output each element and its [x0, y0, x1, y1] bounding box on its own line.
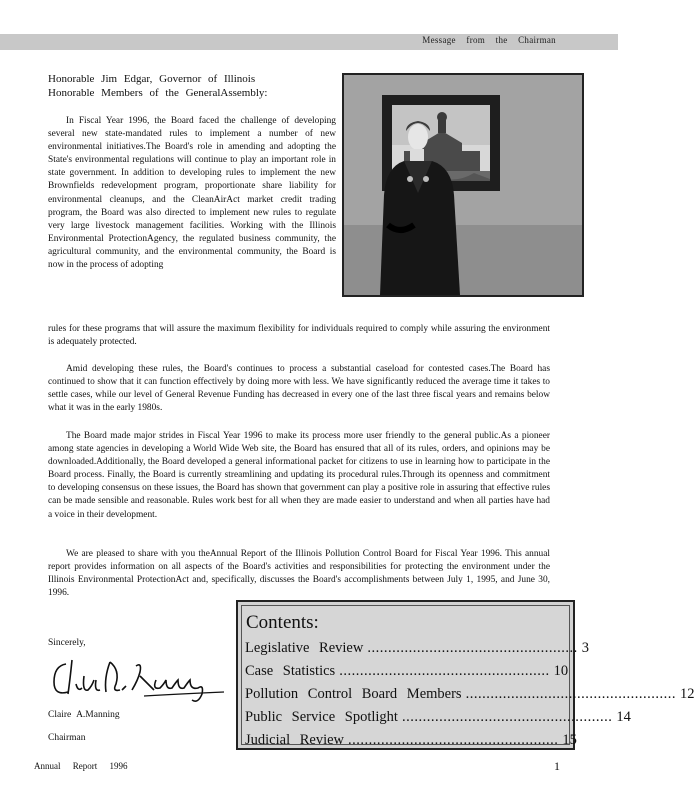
body-paragraph-1-part-2: [48, 323, 550, 349]
toc-item-judicial-review[interactable]: [245, 732, 577, 755]
header-label: Message from the Chairman: [422, 35, 556, 45]
signature-image: [48, 650, 228, 706]
contents-title: Contents:: [246, 612, 319, 633]
paragraph-text: In Fiscal Year 1996, the Board faced the challenge of developing several new state-mandated rules to implement a number of new environmental initiatives.The Board's role in amending and adopting the State's environmental regulations will continue to play an important role in state government. In addition to developing rules to implement the new Brownfields redevelopment program, proportionate share liability for environmental cleanups, and the CleanAirAct market credit trading program, the Board was also directed to implement new rules to regulate very large livestock management facilities. Working with the Illinois Environmental ProtectionAgency, the regulated business community, the agricultural community, and the environmental community, the Board is now in the process of adopting: [48, 116, 336, 271]
toc-leader-dots: ...................................................: [465, 686, 676, 702]
toc-item-page: 10: [553, 663, 569, 679]
toc-item-case-statistics[interactable]: [245, 663, 569, 686]
body-paragraph-1-part-1: [48, 115, 336, 272]
toc-item-board-members[interactable]: [245, 686, 694, 709]
toc-item-page: 3: [581, 640, 589, 656]
sincerely-text: Sincerely,: [48, 638, 86, 648]
toc-item-label: Judicial Review: [245, 732, 345, 748]
toc-item-label: Legislative Review: [245, 640, 364, 656]
header-bar: [0, 34, 618, 50]
paragraph-text: We are pleased to share with you theAnnual Report of the Illinois Pollution Control Board for Fiscal Year 1996. This annual report provides information on all aspects of the Board's activities and responsibilities for protecting the environment under the Illinois Environmental ProtectionAct and, specifically, discusses the Board's accomplishments between July 1, 1995, and June 30, 1996.: [48, 549, 550, 599]
salutation: [48, 72, 338, 100]
salutation-line-governor: Honorable Jim Edgar, Governor of Illinois: [48, 73, 256, 85]
toc-item-page: 14: [616, 709, 631, 725]
paragraph-text: rules for these programs that will assure the maximum flexibility for individuals required to comply while assuring the environment is adequately protected.: [48, 324, 550, 348]
body-paragraph-2: [48, 363, 550, 415]
toc-leader-dots: ...................................................: [367, 640, 578, 656]
toc-item-public-service-spotlight[interactable]: [245, 709, 631, 732]
toc-item-page: 12: [679, 686, 694, 702]
chairman-photo-image: [344, 75, 582, 295]
signer-title: Chairman: [48, 733, 86, 743]
contents-box: [236, 600, 694, 750]
toc-item-legislative-review[interactable]: [245, 640, 589, 663]
chairman-photo: [342, 73, 584, 297]
paragraph-text: The Board made major strides in Fiscal Year 1996 to make its process more user friendly to the general public.As a pioneer among state agencies in developing a World Wide Web site, the Board has ensured that all of its rules, orders, and opinions may be downloaded.Additionally, the Board developed a general informational packet for citizens to use in learning how to participate in the Board process. Finally, the Board is currently streamlining and updating its procedural rules.Through its openness and commitment to developing consensus on these issues, the Board has shown that government can play a positive role in assuring that effective rules can be made sensible and reasonable. Rules work best for all when they are made easier to understand and when all parties have had a voice in their development.: [48, 431, 550, 520]
toc-item-label: Pollution Control Board Members: [245, 686, 462, 702]
toc-leader-dots: ...................................................: [401, 709, 613, 725]
contents-list: [245, 640, 694, 755]
toc-leader-dots: ...................................................: [348, 732, 559, 748]
toc-item-label: Public Service Spotlight: [245, 709, 398, 725]
body-paragraph-4: [48, 548, 550, 600]
toc-item-page: 15: [562, 732, 577, 748]
toc-item-label: Case Statistics: [245, 663, 336, 679]
page-number: 1: [554, 759, 560, 773]
salutation-line-assembly: Honorable Members of the GeneralAssembly:: [48, 87, 268, 99]
toc-leader-dots: ...................................................: [339, 663, 550, 679]
paragraph-text: Amid developing these rules, the Board's continues to process a substantial caseload for contested cases.The Board has continued to show that it can function effectively by doing more with less. We have significantly reduced the average time it takes to settle cases, while our level of General Revenue Funding has decreased in every one of the last three fiscal years and remains below what it was in the early 1980s.: [48, 364, 550, 414]
contents-panel: [241, 605, 694, 748]
body-paragraph-3: [48, 430, 550, 522]
signer-name: Claire A.Manning: [48, 710, 120, 720]
footer-report-label: Annual Report 1996: [34, 761, 128, 771]
